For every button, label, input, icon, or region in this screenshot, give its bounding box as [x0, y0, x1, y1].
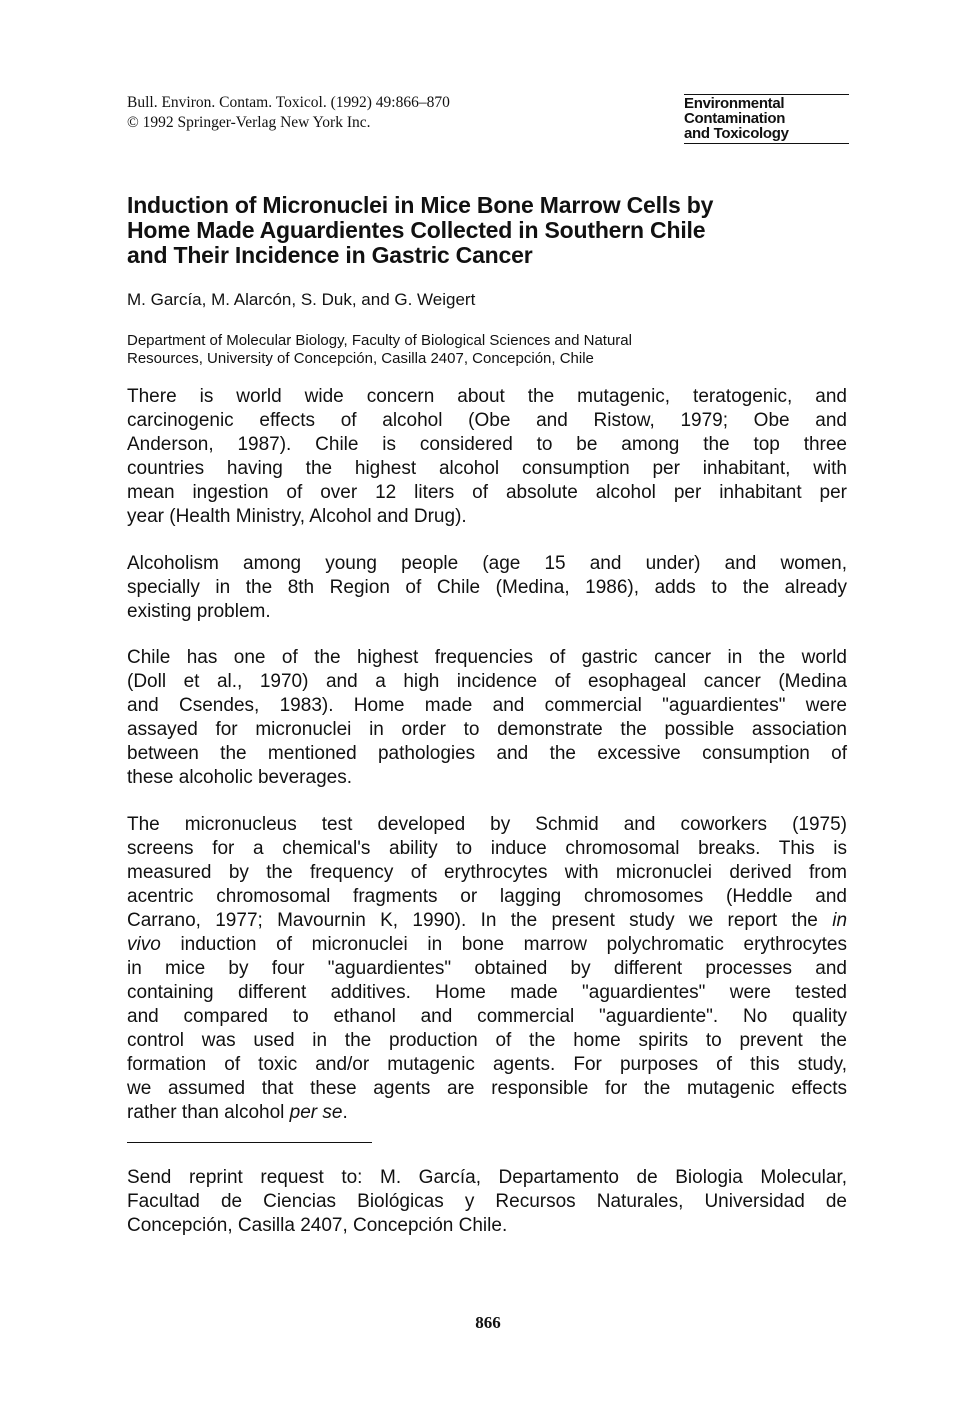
copyright-line: © 1992 Springer-Verlag New York Inc.	[127, 114, 371, 131]
footnote-divider	[127, 1142, 372, 1143]
text-line: measured by the frequency of erythrocytes with micronuclei derived from	[127, 862, 847, 883]
journal-logo-line-3: and Toxicology	[684, 125, 789, 142]
text-line: we assumed that these agents are responsible for the mutagenic effects	[127, 1078, 847, 1099]
text-line: these alcoholic beverages.	[127, 767, 352, 788]
journal-logo-line-2: Contamination	[684, 110, 786, 127]
text-line	[127, 933, 847, 957]
title-line: Induction of Micronuclei in Mice Bone Marrow Cells by	[127, 192, 714, 218]
text-line: Chile has one of the highest frequencies of gastric cancer in the world	[127, 647, 847, 668]
italic-term: in	[832, 910, 848, 931]
paragraph-4	[127, 813, 847, 1125]
journal-logo	[684, 94, 849, 144]
journal-logo-line-1: Environmental	[684, 95, 785, 112]
article-title	[127, 193, 847, 268]
journal-citation	[127, 93, 450, 133]
text-line: between the mentioned pathologies and the excessive consumption of	[127, 743, 847, 764]
affiliation	[127, 332, 847, 368]
footnote-line: Send reprint request to: M. García, Departamento de Biologia Molecular,	[127, 1167, 847, 1188]
text-line: formation of toxic and/or mutagenic agents. For purposes of this study,	[127, 1054, 847, 1075]
text-line: The micronucleus test developed by Schmid and coworkers (1975)	[127, 814, 847, 835]
author-list: M. García, M. Alarcón, S. Duk, and G. Weigert	[127, 290, 476, 309]
text-run: induction of micronuclei in bone marrow polychromatic erythrocytes	[180, 934, 847, 955]
page-number: 866	[475, 1313, 501, 1332]
text-line: (Doll et al., 1970) and a high incidence of esophageal cancer (Medina	[127, 671, 847, 692]
paragraph-1	[127, 385, 847, 529]
text-line: carcinogenic effects of alcohol (Obe and Ristow, 1979; Obe and	[127, 410, 847, 431]
title-line: Home Made Aguardientes Collected in Southern Chile	[127, 217, 706, 243]
text-line: in mice by four "aguardientes" obtained by different processes and	[127, 958, 847, 979]
affiliation-line: Department of Molecular Biology, Faculty of Biological Sciences and Natural	[127, 332, 632, 349]
italic-term: per se	[289, 1102, 343, 1123]
affiliation-line: Resources, University of Concepción, Casilla 2407, Concepción, Chile	[127, 350, 594, 367]
text-line: containing different additives. Home made "aguardientes" were tested	[127, 982, 847, 1003]
text-line	[127, 1101, 847, 1125]
text-line: control was used in the production of the home spirits to prevent the	[127, 1030, 847, 1051]
text-line: assayed for micronuclei in order to demonstrate the possible association	[127, 719, 847, 740]
paragraph-3	[127, 646, 847, 790]
text-line: screens for a chemical's ability to induce chromosomal breaks. This is	[127, 838, 847, 859]
text-line: existing problem.	[127, 601, 271, 622]
text-run: Carrano, 1977; Mavournin K, 1990). In the present study we report the	[127, 910, 818, 931]
footnote-line: Concepción, Casilla 2407, Concepción Chile.	[127, 1215, 508, 1236]
text-line: and Csendes, 1983). Home made and commercial "aguardientes" were	[127, 695, 847, 716]
title-line: and Their Incidence in Gastric Cancer	[127, 242, 533, 268]
paragraph-2	[127, 552, 847, 624]
citation-volume-line: Bull. Environ. Contam. Toxicol. (1992) 49:866–870	[127, 94, 450, 111]
text-line: There is world wide concern about the mutagenic, teratogenic, and	[127, 386, 847, 407]
text-line: acentric chromosomal fragments or lagging chromosomes (Heddle and	[127, 886, 847, 907]
footnote-line: Facultad de Ciencias Biológicas y Recursos Naturales, Universidad de	[127, 1191, 847, 1212]
footnote	[127, 1166, 847, 1238]
text-line: Alcoholism among young people (age 15 and under) and women,	[127, 553, 847, 574]
text-line: countries having the highest alcohol consumption per inhabitant, with	[127, 458, 847, 479]
text-line: mean ingestion of over 12 liters of absolute alcohol per inhabitant per	[127, 482, 847, 503]
text-line: Anderson, 1987). Chile is considered to be among the top three	[127, 434, 847, 455]
text-line: year (Health Ministry, Alcohol and Drug).	[127, 506, 467, 527]
text-run: .	[342, 1102, 348, 1123]
italic-term: vivo	[127, 934, 161, 955]
text-line: specially in the 8th Region of Chile (Medina, 1986), adds to the already	[127, 577, 847, 598]
text-line: and compared to ethanol and commercial "aguardiente". No quality	[127, 1006, 847, 1027]
text-line	[127, 909, 847, 933]
text-run: rather than alcohol	[127, 1102, 285, 1123]
